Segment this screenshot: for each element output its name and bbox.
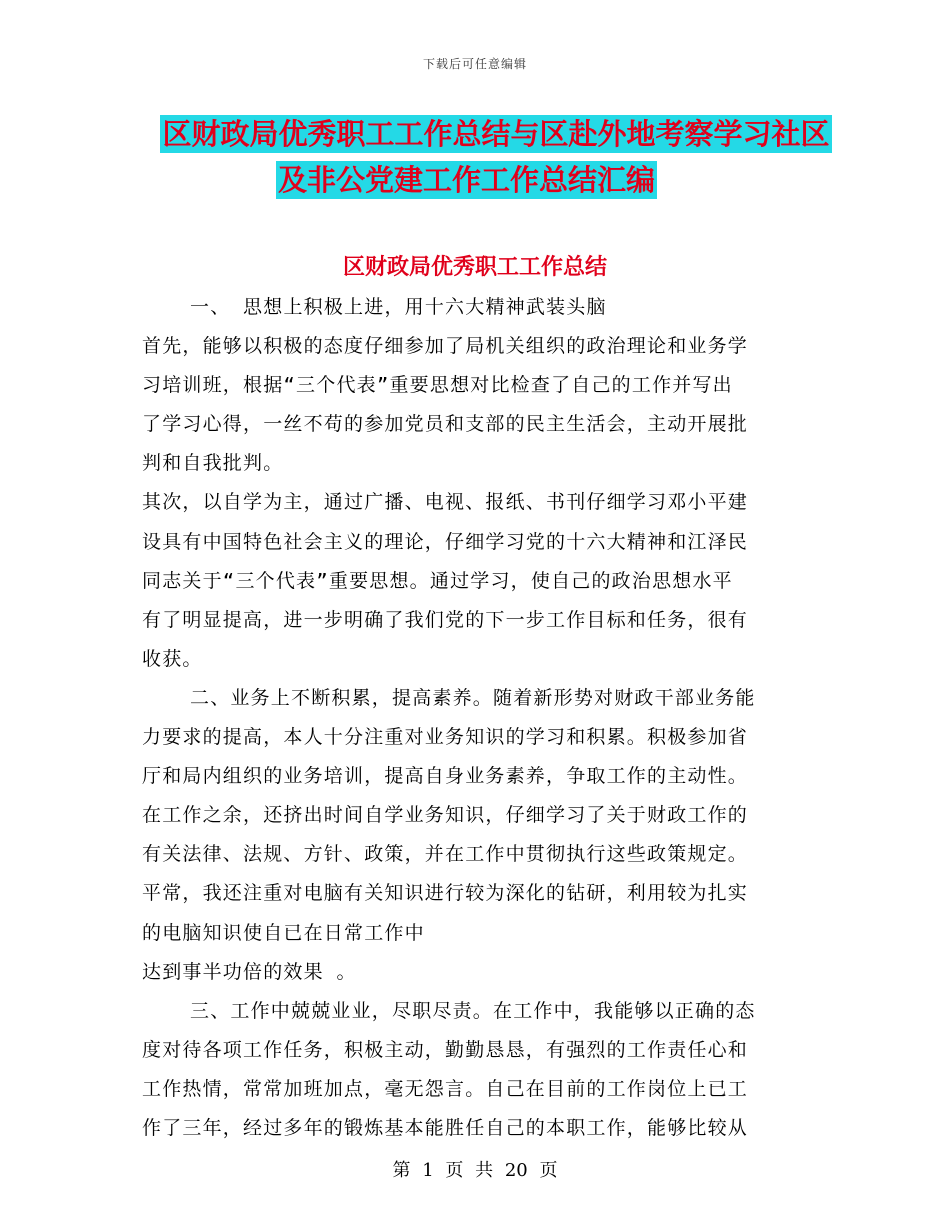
paragraph-line: 工作热情，常常加班加点，毫无怨言。自己在目前的工作岗位上已工 xyxy=(142,1077,749,1100)
paragraph-line: 习培训班，根据“三个代表”重要思想对比检查了自己的工作并写出 xyxy=(142,374,733,397)
body-text xyxy=(142,288,807,1148)
paragraph-line: 设具有中国特色社会主义的理论，仔细学习党的十六大精神和江泽民 xyxy=(142,530,749,553)
document-title-line-1: 区财政局优秀职工工作总结与区赴外地考察学习社区 xyxy=(162,117,830,151)
paragraph-line: 同志关于“三个代表”重要思想。通过学习，使自己的政治思想水平 xyxy=(142,569,733,592)
paragraph-line: 了学习心得，一丝不苟的参加党员和支部的民主生活会，主动开展批 xyxy=(142,413,749,436)
paragraph-line: 度对待各项工作任务，积极主动，勤勤恳恳，有强烈的工作责任心和 xyxy=(142,1038,749,1061)
paragraph-line: 首先，能够以积极的态度仔细参加了局机关组织的政治理论和业务学 xyxy=(142,335,749,358)
paragraph-line: 作了三年，经过多年的锻炼基本能胜任自己的本职工作，能够比较从 xyxy=(142,1116,749,1139)
paragraph-line: 力要求的提高，本人十分注重对业务知识的学习和积累。积极参加省 xyxy=(142,726,749,749)
paragraph-line: 在工作之余，还挤出时间自学业务知识，仔细学习了关于财政工作的 xyxy=(142,804,749,827)
paragraph-line: 的电脑知识使自已在日常工作中 xyxy=(142,921,425,944)
page-number-footer: 第 1 页 共 20 页 xyxy=(392,1160,558,1181)
paragraph-line: 二、业务上不断积累，提高素养。随着新形势对财政干部业务能 xyxy=(190,686,756,709)
paragraph-line: 三、工作中兢兢业业，尽职尽责。在工作中，我能够以正确的态 xyxy=(190,999,756,1022)
paragraph-line: 收获。 xyxy=(142,647,203,670)
paragraph-line: 判和自我批判。 xyxy=(142,452,284,475)
paragraph-line: 有关法律、法规、方针、政策，并在工作中贯彻执行这些政策规定。 xyxy=(142,843,749,866)
paragraph-line: 其次，以自学为主，通过广播、电视、报纸、书刊仔细学习邓小平建 xyxy=(142,491,749,514)
section-title: 区财政局优秀职工工作总结 xyxy=(342,255,607,280)
paragraph-line: 一、 思想上积极上进，用十六大精神武装头脑 xyxy=(190,296,607,318)
document-title-line-2: 及非公党建工作工作总结汇编 xyxy=(278,163,656,197)
header-note: 下载后可任意编辑 xyxy=(422,57,527,71)
paragraph-line: 达到事半功倍的效果 。 xyxy=(142,960,357,983)
paragraph-line: 平常，我还注重对电脑有关知识进行较为深化的钻研，利用较为扎实 xyxy=(142,882,749,905)
paragraph-line: 有了明显提高，进一步明确了我们党的下一步工作目标和任务，很有 xyxy=(142,608,749,631)
paragraph-line: 厅和局内组织的业务培训，提高自身业务素养，争取工作的主动性。 xyxy=(142,765,749,788)
